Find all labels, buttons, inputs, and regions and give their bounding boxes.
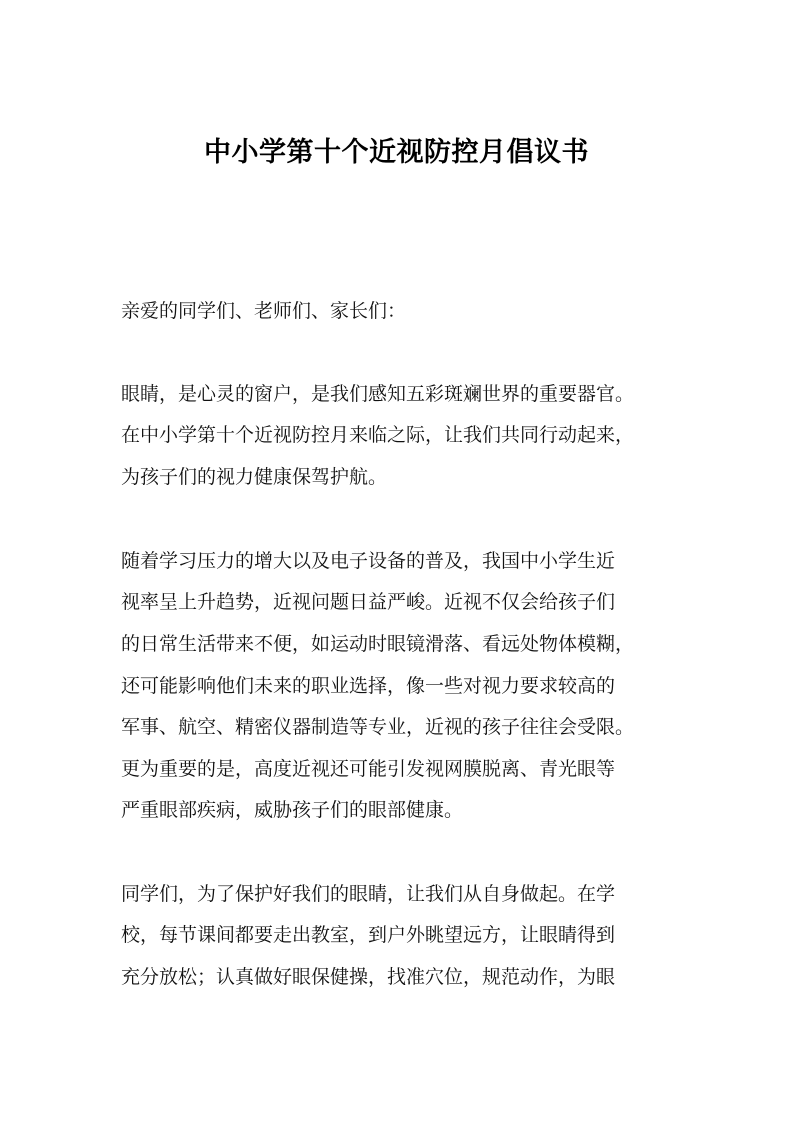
paragraph-line: 在中小学第十个近视防控月来临之际，让我们共同行动起来， [121,424,635,446]
greeting: 亲爱的同学们、老师们、家长们： [121,300,407,322]
paragraph-line: 随着学习压力的增大以及电子设备的普及，我国中小学生近 [121,550,616,572]
paragraph-line: 校，每节课间都要走出教室，到户外眺望远方，让眼睛得到 [121,924,616,946]
paragraph-line: 视率呈上升趋势，近视问题日益严峻。近视不仅会给孩子们 [121,591,616,613]
paragraph-line: 为孩子们的视力健康保驾护航。 [121,466,388,488]
paragraph-line: 同学们，为了保护好我们的眼睛，让我们从自身做起。在学 [121,883,616,905]
paragraph-line: 严重眼部疾病，威胁孩子们的眼部健康。 [121,799,464,821]
paragraph-line: 军事、航空、精密仪器制造等专业，近视的孩子往往会受限。 [121,716,635,738]
paragraph-line: 更为重要的是，高度近视还可能引发视网膜脱离、青光眼等 [121,758,616,780]
document-title: 中小学第十个近视防控月倡议书 [204,137,589,168]
paragraph-line: 的日常生活带来不便，如运动时眼镜滑落、看远处物体模糊， [121,633,635,655]
paragraph-line: 眼睛，是心灵的窗户，是我们感知五彩斑斓世界的重要器官。 [121,383,635,405]
paragraph-line: 充分放松；认真做好眼保健操，找准穴位，规范动作，为眼 [121,966,616,988]
paragraph-line: 还可能影响他们未来的职业选择，像一些对视力要求较高的 [121,675,616,697]
